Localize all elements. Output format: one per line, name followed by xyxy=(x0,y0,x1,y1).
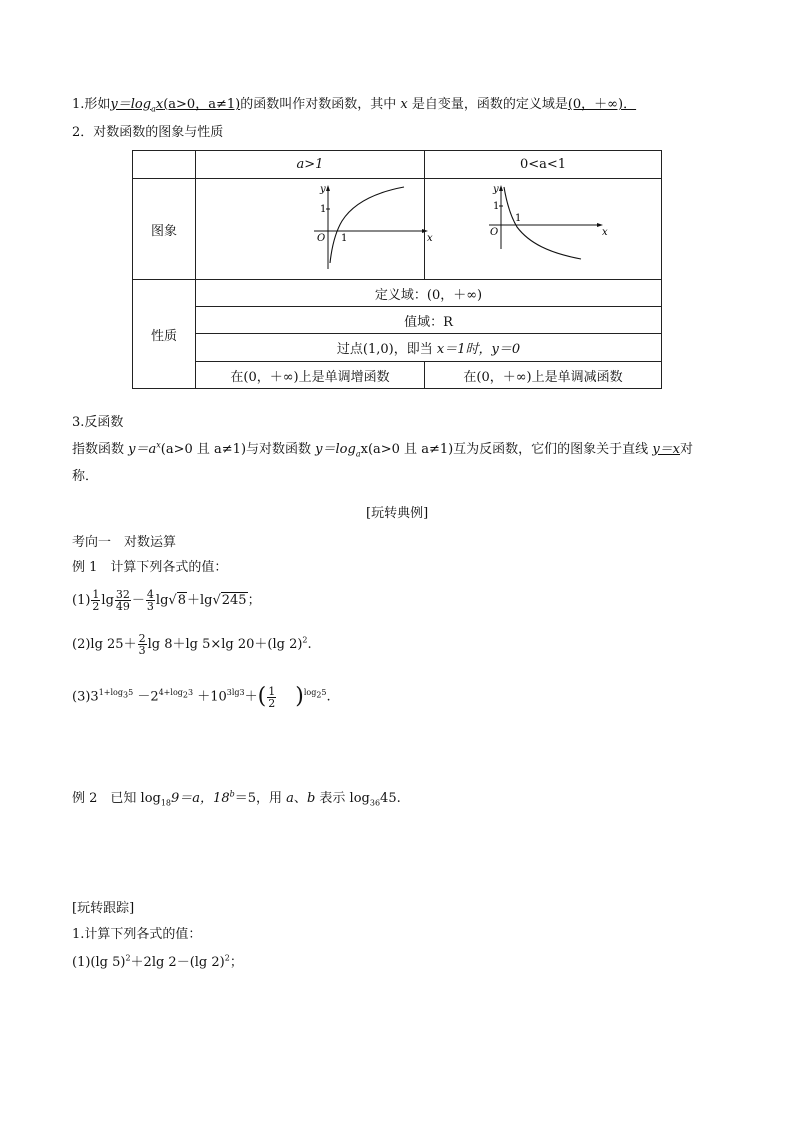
y-axis-arrow xyxy=(326,185,330,191)
y-axis-arrow xyxy=(499,185,503,191)
graph-increasing-cell xyxy=(196,179,433,280)
domain-row: 定义域：(0，＋∞) xyxy=(196,280,662,307)
tracking1-part1: (1)(lg 5)$^2$＋2lg 2－(lg 2)$^2$； xyxy=(72,953,243,970)
example1-part3: $(3)3^{1+log_35} -2^{4+log_23} +10^{3lg3}+$( $\frac{1}{2}$ )$^{log_25}$. xyxy=(72,684,331,710)
def-var: x xyxy=(400,97,408,112)
fixed-point-row: 过点(1,0)，即当 x＝1时，y＝0 xyxy=(196,334,662,362)
increasing-row: 在(0，＋∞)上是单调增函数 xyxy=(196,362,425,389)
def-domain: (0，＋∞)． xyxy=(567,97,637,112)
header-a-gt-1: a>1 xyxy=(196,151,425,179)
tracking1-title: 1.计算下列各式的值： xyxy=(72,927,202,942)
log-function-table xyxy=(132,150,662,389)
examples-heading: [玩转典例] xyxy=(366,506,429,521)
direction-1-title: 考向一 对数运算 xyxy=(72,535,177,550)
row-label-properties: 性质 xyxy=(133,280,196,389)
y-tick-label: 1 xyxy=(493,201,500,212)
row-label-graph: 图象 xyxy=(133,179,196,280)
def-number: 1. xyxy=(72,97,85,112)
def-mid: 的函数叫作对数函数，其中 xyxy=(240,97,397,112)
section3-line2: 称． xyxy=(72,469,99,484)
x-tick-label: 1 xyxy=(515,213,522,224)
x-label: x xyxy=(427,233,433,244)
x-label: x xyxy=(602,227,608,238)
example1-part2: (2)lg 25＋ $\frac{2}{3}$ lg 8＋lg 5×lg 20＋(lg 2)$^2$. xyxy=(72,632,312,657)
range-row: 值域：R xyxy=(196,307,662,334)
corner-cell xyxy=(133,151,196,179)
y-tick-label: 1 xyxy=(320,204,327,215)
header-a-lt-1: 0<a<1 xyxy=(425,151,662,179)
graph-log-decreasing xyxy=(425,179,661,275)
x-tick-label: 1 xyxy=(341,233,348,244)
section3-line1: 指数函数 $y=a^x(a>0$ 且 a≠1)与对数函数 $y=\log_ax(a>0$ 且 a≠1)互为反函数，它们的图象关于直线 y＝x对 xyxy=(72,440,694,459)
y-label: y xyxy=(493,184,499,195)
example1-part1: (1) $\frac{1}{2}$ lg $\frac{32}{49}$ － $\frac{4}{3}$ lg√8＋lg√245； xyxy=(72,588,261,613)
section2-title: 2．对数函数的图象与性质 xyxy=(72,125,224,140)
graph-log-increasing xyxy=(196,179,433,275)
definition-line xyxy=(72,96,636,114)
tracking-heading: [玩转跟踪] xyxy=(72,901,135,916)
decreasing-row: 在(0，＋∞)上是单调减函数 xyxy=(425,362,662,389)
def-post: 是自变量，函数的定义域是 xyxy=(411,97,568,112)
def-pre: 形如 xyxy=(84,97,111,112)
origin-label: O xyxy=(317,233,326,244)
example2: 例 2 已知 $\log_{18}9=a$，$18^b=5$，用 a、b 表示 $\log_{36}45$. xyxy=(72,789,401,808)
origin-label: O xyxy=(490,227,499,238)
y-label: y xyxy=(320,184,326,195)
section3-title: 3.反函数 xyxy=(72,415,124,430)
log-curve-increasing xyxy=(330,187,404,263)
def-formula: $y=\log_ax(a>0$，a≠1) xyxy=(110,97,241,114)
graph-decreasing-cell xyxy=(425,179,662,280)
example1-title: 例 1 计算下列各式的值： xyxy=(72,560,228,575)
